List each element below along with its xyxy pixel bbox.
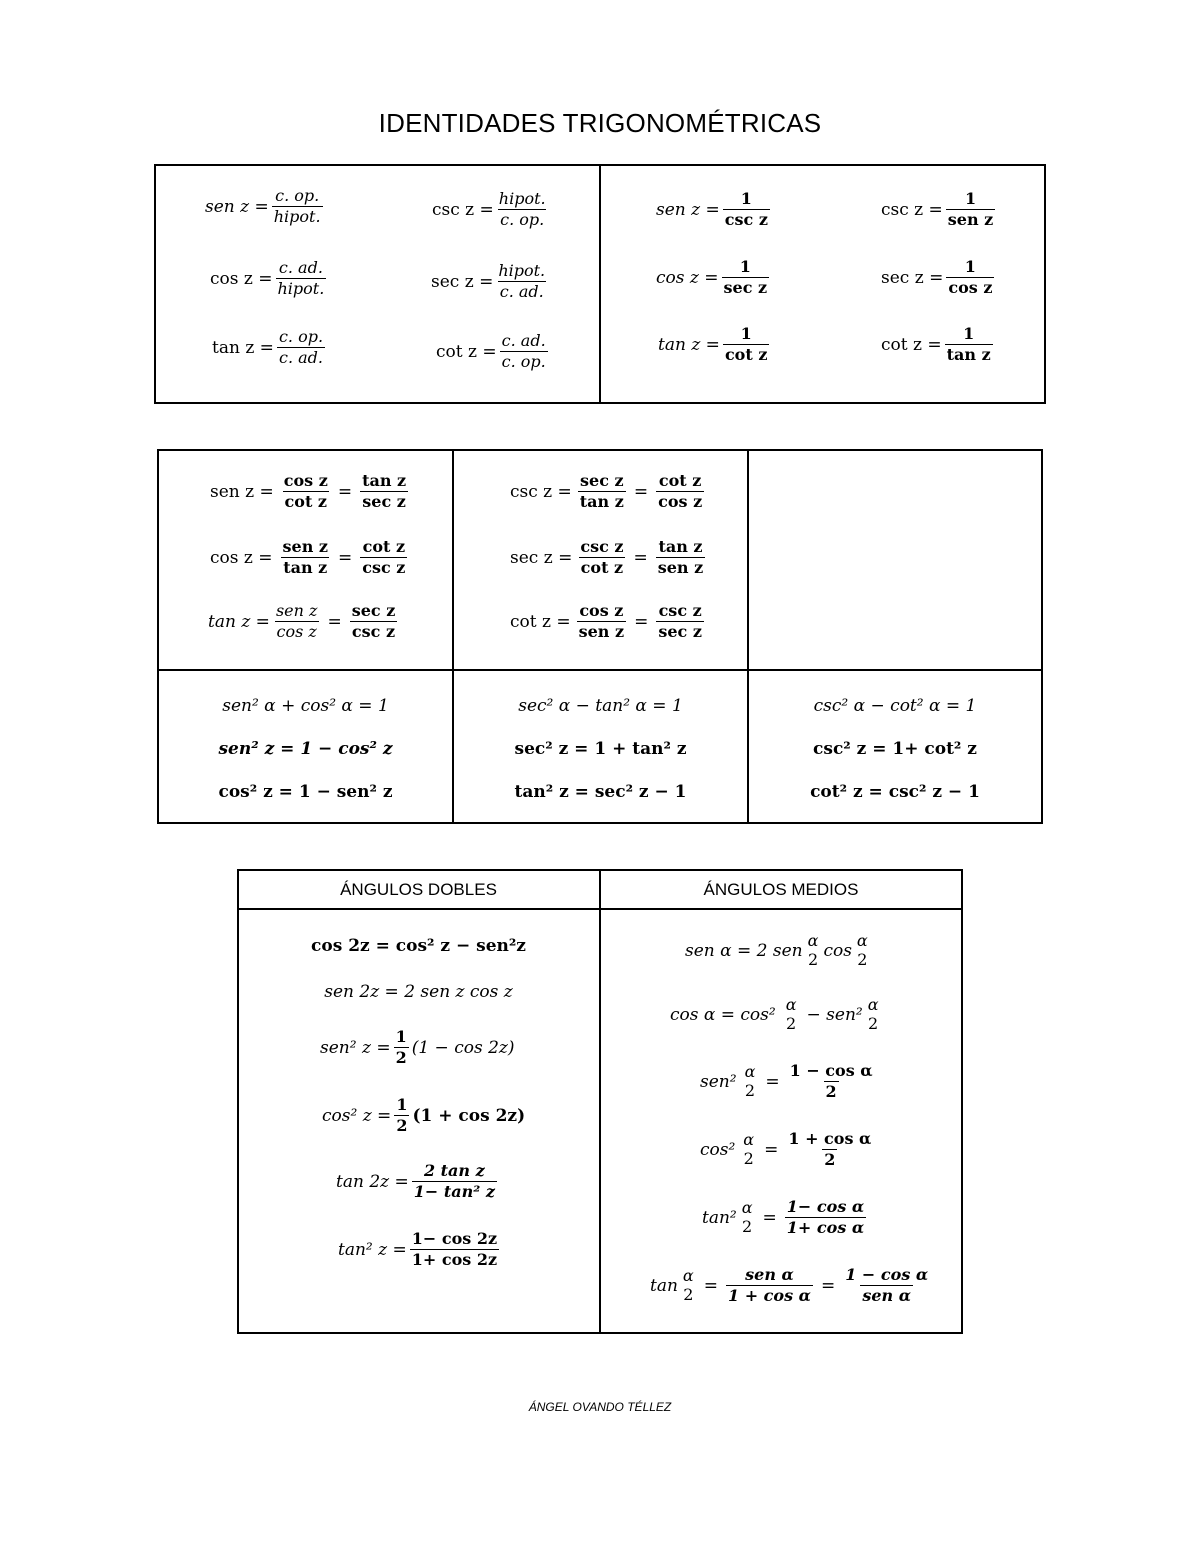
medios-cos: cos α = cos² α 2 − sen² α 2 bbox=[670, 995, 879, 1034]
dobles-tan2: tan² z = $\frac{1- \cos 2z}{1+ \cos 2z}$ bbox=[338, 1229, 498, 1270]
pyth-3-line-3: cot² z = csc² z − 1 bbox=[810, 782, 980, 802]
dobles-cos2: cos² z = $\frac{1}{2}$ (1 + cos 2z) bbox=[322, 1095, 526, 1136]
dobles-cos2z: cos 2z = cos² z − sen²z bbox=[311, 936, 526, 956]
medios-cos2: cos² α 2 = $\frac{\text{1 + cos α}}{2}$ bbox=[700, 1129, 872, 1170]
header-angulos-medios: ÁNGULOS MEDIOS bbox=[703, 880, 859, 899]
dobles-sen2: sen² z = $\frac{1}{2}$ (1 − cos 2z) bbox=[320, 1027, 515, 1068]
pyth-2-line-1: sec² α − tan² α = 1 bbox=[518, 696, 683, 716]
angles-header-divider bbox=[237, 908, 963, 910]
quot-cos: cos z = $\frac{\text{sen z}}{\text{tan z}}$ = $\frac{\text{cot z}}{\text{csc z}}$ bbox=[210, 537, 406, 578]
def-sec: sec z = $\frac{\text{hipot.}}{c. ad.}$ bbox=[431, 261, 546, 302]
header-angulos-dobles: ÁNGULOS DOBLES bbox=[340, 880, 497, 899]
quot-cot: cot z = $\frac{\text{cos z}}{\text{sen z}}$ = $\frac{\text{csc z}}{\text{sec z}}$ bbox=[510, 601, 702, 642]
pyth-1-line-3: cos² z = 1 − sen² z bbox=[218, 782, 393, 802]
medios-tan2: tan² α 2 = $\frac{\text{1− cos α}}{\text{1+ cos α}}$ bbox=[702, 1197, 865, 1238]
recip-cot: cot z = $\frac{1}{\text{tan z}}$ bbox=[881, 324, 991, 365]
pyth-3-line-2: csc² z = 1+ cot² z bbox=[813, 739, 977, 759]
pyth-2-line-3: tan² z = sec² z − 1 bbox=[514, 782, 687, 802]
medios-sen2: sen² α 2 = $\frac{\text{1 − cos α}}{2}$ bbox=[700, 1061, 873, 1102]
page-title: IDENTIDADES TRIGONOMÉTRICAS bbox=[378, 108, 822, 138]
recip-sec: sec z = $\frac{1}{\text{cos z}}$ bbox=[881, 257, 993, 298]
quot-csc: csc z = $\frac{\text{sec z}}{\text{tan z}}$ = $\frac{\text{cot z}}{\text{cos z}}$ bbox=[510, 471, 703, 512]
dobles-tan2z: tan 2z = $\frac{\text{2 tan z}}{\text{1− tan² z}}$ bbox=[336, 1161, 495, 1202]
def-cos: cos z = $\frac{c. ad.}{\text{hipot.}}$ bbox=[210, 258, 325, 299]
table2-divider-2 bbox=[747, 449, 749, 824]
quot-tan: tan z = $\frac{\text{sen z}}{\text{cos z}}$ = $\frac{\text{sec z}}{\text{csc z}}$ bbox=[208, 601, 396, 642]
medios-sen: sen α = 2 sen α 2 cos α 2 bbox=[685, 931, 868, 970]
pyth-2-line-2: sec² z = 1 + tan² z bbox=[514, 739, 687, 759]
author-footer: ÁNGEL OVANDO TÉLLEZ bbox=[528, 1400, 672, 1414]
recip-csc: csc z = $\frac{1}{\text{sen z}}$ bbox=[881, 189, 994, 230]
dobles-sen2z: sen 2z = 2 sen z cos z bbox=[324, 982, 513, 1002]
pyth-1-line-2: sen² z = 1 − cos² z bbox=[218, 739, 393, 759]
def-cot: cot z = $\frac{c. ad.}{c. op.}$ bbox=[436, 331, 546, 372]
def-sen: sen z = $\frac{c. op.}{\text{hipot.}}$ bbox=[205, 186, 321, 227]
pyth-3-line-1: csc² α − cot² α = 1 bbox=[813, 696, 977, 716]
quot-sec: sec z = $\frac{\text{csc z}}{\text{cot z}}$ = $\frac{\text{tan z}}{\text{sen z}}$ bbox=[510, 537, 704, 578]
table2-row-divider bbox=[157, 669, 1043, 671]
def-csc: csc z = $\frac{\text{hipot.}}{c. op.}$ bbox=[432, 189, 546, 230]
recip-tan: tan z = $\frac{1}{\text{cot z}}$ bbox=[658, 324, 768, 365]
definitions-divider bbox=[599, 164, 601, 404]
def-tan: tan z = $\frac{c. op.}{c. ad.}$ bbox=[212, 327, 324, 368]
medios-tan: tan α 2 = $\frac{\text{sen α}}{\text{1 + cos α}}$ = $\frac{\text{1 − cos α}}{\text{sen α}}$ bbox=[650, 1265, 929, 1306]
recip-cos: cos z = $\frac{1}{\text{sec z}}$ bbox=[656, 257, 768, 298]
quot-sen: sen z = $\frac{\text{cos z}}{\text{cot z}}$ = $\frac{\text{tan z}}{\text{sec z}}$ bbox=[210, 471, 407, 512]
table2-divider-1 bbox=[452, 449, 454, 824]
recip-sen: sen z = $\frac{1}{\text{csc z}}$ bbox=[656, 189, 768, 230]
pyth-1-line-1: sen² α + cos² α = 1 bbox=[222, 696, 389, 716]
